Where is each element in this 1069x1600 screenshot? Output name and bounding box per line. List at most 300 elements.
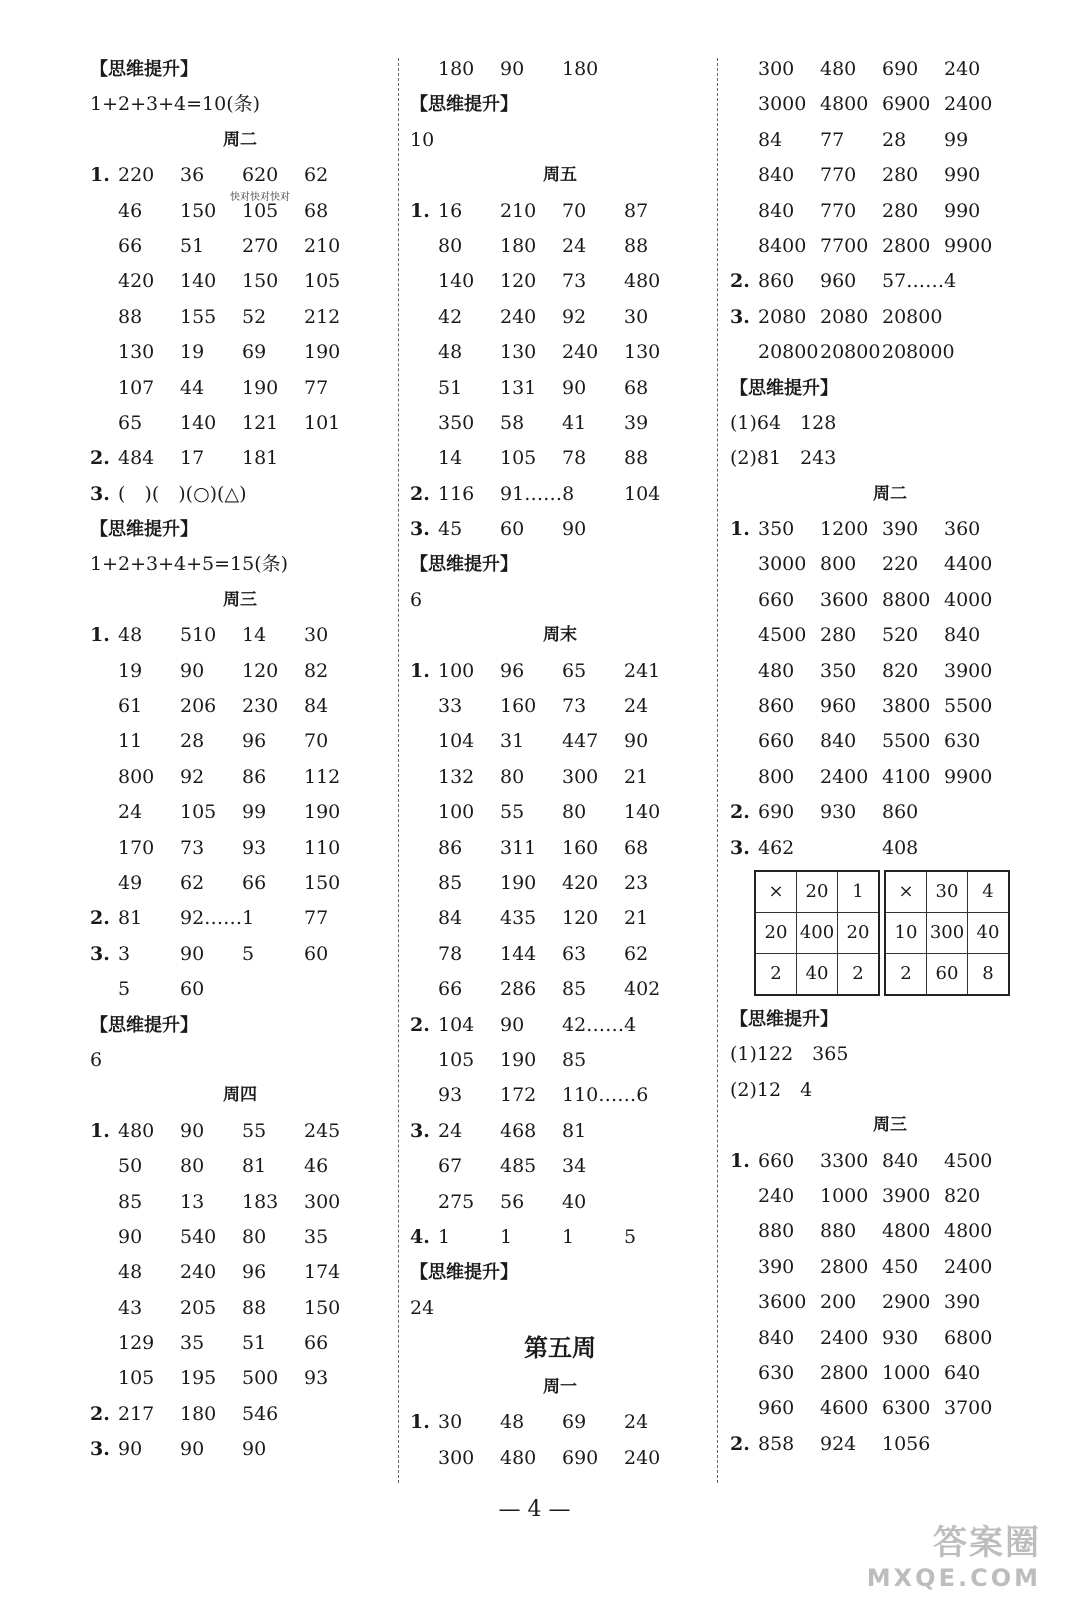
answer-value: 55 (242, 1119, 267, 1142)
answer-value: 3000 (758, 93, 807, 116)
answer-row (90, 441, 390, 476)
answer-row (410, 477, 710, 512)
answer-row (730, 52, 1050, 87)
answer-value: 181 (242, 447, 279, 470)
answer-value: 4400 (944, 553, 993, 576)
answer-row (410, 1114, 710, 1149)
answer-row (730, 1214, 1050, 1249)
answer-value: 2800 (820, 1361, 869, 1384)
answer-row (730, 724, 1050, 759)
answer-value: 86 (242, 765, 267, 788)
answer-value: 484 (118, 447, 155, 470)
answer-value: 860 (758, 695, 795, 718)
answer-value: 56 (500, 1190, 525, 1213)
answer-value: 447 (562, 730, 599, 753)
question-number: 3. (90, 482, 110, 505)
answer-value: 858 (758, 1432, 795, 1455)
grid-cell: 20 (797, 871, 838, 913)
answer-row (730, 1391, 1050, 1426)
answer-value: 820 (882, 659, 919, 682)
answer-row (90, 1220, 390, 1255)
answer-value: 69 (242, 341, 267, 364)
answer-row (410, 795, 710, 830)
answer-value: 2400 (944, 1255, 993, 1278)
answer-value: 660 (758, 588, 795, 611)
answer-value: 65 (562, 659, 587, 682)
answer-value: 770 (820, 164, 857, 187)
answer-row (730, 1285, 1050, 1320)
answer-value: 311 (500, 836, 537, 859)
answer-value: 280 (882, 164, 919, 187)
answer-value: 140 (624, 801, 661, 824)
answer-value: 19 (180, 341, 205, 364)
answer-value: 960 (820, 270, 857, 293)
answer-value: 2800 (882, 234, 931, 257)
day-title: 周三 (873, 1115, 907, 1136)
answer-value: 46 (118, 199, 143, 222)
answer-value: 24 (438, 1119, 463, 1142)
answer-row (730, 760, 1050, 795)
answer-text: (2)12 4 (730, 1078, 813, 1101)
answer-value: 28 (180, 730, 205, 753)
answer-row (90, 795, 390, 830)
answer-value: 6800 (944, 1326, 993, 1349)
section-heading: 【思维提升】 (410, 94, 518, 116)
section-heading: 【思维提升】 (90, 519, 198, 541)
answer-value: 930 (882, 1326, 919, 1349)
answer-row (90, 1432, 390, 1467)
answer-value: 174 (304, 1261, 341, 1284)
answer-value: 39 (624, 411, 649, 434)
answer-value: 62 (624, 942, 649, 965)
section-heading: 【思维提升】 (410, 1262, 518, 1284)
answer-value: 8800 (882, 588, 931, 611)
answer-value: 150 (304, 871, 341, 894)
answer-value: 390 (758, 1255, 795, 1278)
answer-row (410, 724, 710, 759)
grid-cell: 1 (838, 871, 880, 913)
answer-value: 81 (562, 1119, 587, 1142)
answer-value: 85 (562, 1048, 587, 1071)
answer-value: 21 (624, 765, 649, 788)
answer-value: 68 (624, 376, 649, 399)
answer-value: 73 (562, 270, 587, 293)
answer-row (90, 937, 390, 972)
answer-row (90, 158, 390, 204)
answer-value: 69 (562, 1411, 587, 1434)
answer-value: 840 (758, 1326, 795, 1349)
answer-value: 104 (438, 730, 475, 753)
answer-row (730, 547, 1050, 582)
answer-value: 60 (304, 942, 329, 965)
answer-row (410, 1078, 710, 1113)
section-heading: 【思维提升】 (90, 59, 198, 80)
answer-value: 16 (438, 199, 463, 222)
answer-value: 150 (242, 270, 279, 293)
answer-value: 2400 (944, 93, 993, 116)
grid-cell: 10 (885, 912, 927, 953)
answer-value: 960 (820, 695, 857, 718)
question-number: 1. (410, 1411, 430, 1434)
answer-value: 30 (304, 624, 329, 647)
answer-text: (2)81 243 (730, 447, 837, 470)
answer-value: 3600 (758, 1291, 807, 1314)
answer-value: 60 (180, 978, 205, 1001)
answer-row (410, 1405, 710, 1440)
answer-value: 390 (882, 518, 919, 541)
answer-value: 17 (180, 447, 205, 470)
grid-cell: 20 (755, 912, 797, 953)
answer-value: 300 (304, 1190, 341, 1213)
answer-value: 68 (304, 199, 329, 222)
answer-value: 14 (438, 447, 463, 470)
answer-value: 130 (624, 341, 661, 364)
section-heading: 【思维提升】 (730, 1008, 838, 1030)
answer-value: 67 (438, 1155, 463, 1178)
answer-value: 77 (304, 376, 329, 399)
answer-value: 104 (438, 1013, 475, 1036)
answer-value: 90 (500, 58, 525, 80)
answer-value: 620 (242, 164, 279, 187)
answer-value: 190 (304, 341, 341, 364)
answer-value: 924 (820, 1432, 857, 1455)
answer-value: 13 (180, 1190, 205, 1213)
answer-value: 990 (944, 164, 981, 187)
answer-value: 8400 (758, 234, 807, 257)
answer-row (410, 512, 710, 547)
answer-row (90, 866, 390, 901)
answer-row (410, 264, 710, 299)
day-title: 周二 (873, 483, 907, 504)
answer-value: 6900 (882, 93, 931, 116)
answer-value: 105 (242, 199, 279, 222)
answer-value: 630 (758, 1361, 795, 1384)
answer-value: 120 (500, 270, 537, 293)
question-number: 2. (90, 907, 110, 930)
answer-value: 5500 (882, 730, 931, 753)
answer-value: 350 (438, 411, 475, 434)
answer-value: 96 (242, 730, 267, 753)
answer-row (410, 335, 710, 370)
answer-value: 105 (500, 447, 537, 470)
answer-value: 2080 (758, 305, 807, 328)
answer-value: 468 (500, 1119, 537, 1142)
answer-row (410, 371, 710, 406)
answer-value: 240 (180, 1261, 217, 1284)
answer-value: 240 (758, 1184, 795, 1207)
answer-value: 88 (242, 1296, 267, 1319)
answer-value: 49 (118, 871, 143, 894)
answer-value: 4600 (820, 1397, 869, 1420)
answer-value: 46 (304, 1155, 329, 1178)
answer-value: 44 (180, 376, 205, 399)
answer-value: 120 (242, 659, 279, 682)
question-number: 2. (90, 1402, 110, 1425)
answer-value: 5500 (944, 695, 993, 718)
answer-value: 160 (562, 836, 599, 859)
answer-value: 140 (180, 270, 217, 293)
question-number: 2. (90, 447, 110, 470)
answer-text: 24 (410, 1296, 435, 1319)
answer-value: 390 (944, 1291, 981, 1314)
answer-row (730, 512, 1050, 547)
answer-value: 4800 (882, 1220, 931, 1243)
question-number: 2. (730, 270, 750, 293)
answer-row (90, 724, 390, 759)
answer-value: 5 (242, 942, 255, 965)
answer-value: 51 (242, 1332, 267, 1355)
answer-value: 840 (944, 624, 981, 647)
answer-value: 28 (882, 128, 907, 151)
answer-value: 104 (624, 482, 661, 505)
answer-value: 195 (180, 1367, 217, 1390)
answer-value: 90 (118, 1438, 143, 1461)
answer-value: 85 (118, 1190, 143, 1213)
answer-value: 100 (438, 801, 475, 824)
grid-cell: 2 (755, 953, 797, 995)
answer-value: 930 (820, 801, 857, 824)
answer-value: 183 (242, 1190, 279, 1213)
answer-value: 105 (118, 1367, 155, 1390)
section-heading: 【思维提升】 (730, 377, 838, 399)
answer-value: 770 (820, 199, 857, 222)
answer-value: 36 (180, 164, 205, 187)
answer-value: 180 (180, 1402, 217, 1425)
answer-value: 241 (624, 659, 661, 682)
answer-value: 172 (500, 1084, 537, 1107)
answer-value: 140 (180, 411, 217, 434)
answer-row (410, 1008, 710, 1043)
answer-value: 62 (304, 164, 329, 187)
answer-value: 9900 (944, 234, 993, 257)
answer-value: 200 (820, 1291, 857, 1314)
answer-value: 480 (758, 659, 795, 682)
answer-value: 4500 (758, 624, 807, 647)
question-number: 4. (410, 1225, 430, 1248)
answer-value: 420 (118, 270, 155, 293)
answer-value: 2900 (882, 1291, 931, 1314)
answer-row (410, 300, 710, 335)
answer-value: 90 (180, 1119, 205, 1142)
answer-value: 640 (944, 1361, 981, 1384)
answer-value: 155 (180, 305, 217, 328)
answer-value: 86 (438, 836, 463, 859)
answer-value: 270 (242, 234, 279, 257)
answer-value: 190 (304, 801, 341, 824)
answer-row (90, 371, 390, 406)
answer-value: 220 (118, 164, 155, 187)
answer-value: 3300 (820, 1149, 869, 1172)
answer-value: 80 (242, 1225, 267, 1248)
question-number: 1. (90, 624, 110, 647)
answer-value: 208000 (882, 341, 955, 364)
answer-value: 87 (624, 199, 649, 222)
answer-value: 24 (562, 234, 587, 257)
answer-value: 66 (118, 234, 143, 257)
answer-value: 660 (758, 730, 795, 753)
answer-row (410, 52, 710, 87)
answer-value: 110……6 (562, 1084, 649, 1107)
answer-value: 1 (500, 1225, 513, 1248)
answer-value: 840 (758, 199, 795, 222)
answer-value: 24 (624, 695, 649, 718)
day-title: 周二 (223, 129, 257, 150)
answer-value: 546 (242, 1402, 279, 1425)
answer-text: 6 (410, 588, 423, 611)
answer-value: 80 (562, 801, 587, 824)
answer-value: 34 (562, 1155, 587, 1178)
answer-value: 84 (304, 695, 329, 718)
answer-value: 91……8 (500, 482, 575, 505)
answer-value: 485 (500, 1155, 537, 1178)
answer-value: 68 (624, 836, 649, 859)
answer-value: 48 (500, 1411, 525, 1434)
answer-value: 3 (118, 942, 131, 965)
answer-column-middle (410, 52, 710, 1510)
grid-cell: 2 (838, 953, 880, 995)
answer-value: 520 (882, 624, 919, 647)
answer-row (730, 158, 1050, 193)
answer-row (410, 866, 710, 901)
answer-value: 85 (562, 978, 587, 1001)
answer-value: 35 (180, 1332, 205, 1355)
question-number: 3. (90, 1438, 110, 1461)
answer-value: 220 (882, 553, 919, 576)
answer-value: 800 (758, 765, 795, 788)
answer-value: 11 (118, 730, 143, 753)
answer-value: 402 (624, 978, 661, 1001)
answer-value: 99 (242, 801, 267, 824)
answer-row (730, 335, 1050, 370)
answer-value: 80 (438, 234, 463, 257)
answer-value: 20800 (758, 341, 819, 364)
answer-row (730, 1427, 1050, 1462)
answer-value: 480 (624, 270, 661, 293)
answer-value: 90 (624, 730, 649, 753)
answer-row (730, 618, 1050, 653)
answer-value: 105 (304, 270, 341, 293)
answer-value: 408 (882, 836, 919, 859)
answer-text: (1)122 365 (730, 1043, 849, 1066)
question-number: 3. (730, 305, 750, 328)
answer-value: 300 (562, 765, 599, 788)
answer-value: 101 (304, 411, 341, 434)
answer-value: 24 (118, 801, 143, 824)
question-number: 3. (730, 836, 750, 859)
answer-row (90, 831, 390, 866)
grid-cell: 20 (838, 912, 880, 953)
answer-value: 93 (304, 1367, 329, 1390)
answer-value: 129 (118, 1332, 155, 1355)
answer-value: 690 (562, 1446, 599, 1469)
answer-value: 99 (944, 128, 969, 151)
answer-value: 190 (500, 871, 537, 894)
question-number: 1. (410, 659, 430, 682)
answer-row (410, 1149, 710, 1184)
answer-value: 20800 (882, 305, 943, 328)
answer-value: 210 (500, 199, 537, 222)
answer-value: 45 (438, 518, 463, 541)
answer-value: 88 (118, 305, 143, 328)
answer-value: 1056 (882, 1432, 931, 1455)
answer-value: 78 (562, 447, 587, 470)
answer-value: 860 (882, 801, 919, 824)
answer-value: 140 (438, 270, 475, 293)
answer-row (90, 1149, 390, 1184)
answer-value: 840 (758, 164, 795, 187)
answer-text: 6 (90, 1048, 103, 1071)
answer-value: 70 (562, 199, 587, 222)
answer-value: 81 (118, 907, 143, 930)
answer-value: 144 (500, 942, 537, 965)
answer-value: 65 (118, 411, 143, 434)
answer-value: 130 (500, 341, 537, 364)
question-number: 1. (410, 199, 430, 222)
answer-value: 510 (180, 624, 217, 647)
answer-value: 92 (180, 765, 205, 788)
answer-value: 93 (438, 1084, 463, 1107)
grid-cell: 300 (927, 912, 968, 953)
watermark-logo (867, 1515, 1041, 1592)
answer-row (90, 1397, 390, 1432)
answer-value: 105 (438, 1048, 475, 1071)
answer-value: 240 (944, 58, 981, 80)
answer-value: 21 (624, 907, 649, 930)
answer-value: 180 (500, 234, 537, 257)
answer-row (90, 477, 390, 512)
answer-value: 112 (304, 765, 341, 788)
answer-value: 51 (180, 234, 205, 257)
question-number: 3. (410, 1119, 430, 1142)
answer-value: 820 (944, 1184, 981, 1207)
multiplication-tables (754, 870, 1050, 996)
answer-value: 170 (118, 836, 155, 859)
answer-value: 4800 (944, 1220, 993, 1243)
answer-row (730, 689, 1050, 724)
answer-row (90, 194, 390, 229)
answer-value: 1000 (820, 1184, 869, 1207)
answer-row (410, 1185, 710, 1220)
question-number: 1. (90, 164, 110, 187)
answer-row (730, 194, 1050, 229)
answer-value: 3800 (882, 695, 931, 718)
answer-row (410, 972, 710, 1007)
multiplication-grid (884, 870, 1010, 996)
answer-value: 92 (562, 305, 587, 328)
answer-row (730, 300, 1050, 335)
answer-row (410, 937, 710, 972)
answer-value: 90 (500, 1013, 525, 1036)
day-title: 周三 (223, 589, 257, 610)
answer-row (90, 760, 390, 795)
answer-value: 105 (180, 801, 217, 824)
day-title: 周五 (543, 165, 577, 186)
answer-row (90, 264, 390, 299)
answer-value: 66 (304, 1332, 329, 1355)
answer-value: 48 (438, 341, 463, 364)
answer-value: 275 (438, 1190, 475, 1213)
answer-value: 4800 (820, 93, 869, 116)
answer-row (410, 760, 710, 795)
grid-cell: 40 (797, 953, 838, 995)
answer-value: 690 (882, 58, 919, 80)
answer-value: 107 (118, 376, 155, 399)
answer-value: 230 (242, 695, 279, 718)
answer-value: 110 (304, 836, 341, 859)
answer-row (90, 1114, 390, 1149)
answer-value: 66 (438, 978, 463, 1001)
answer-value: 205 (180, 1296, 217, 1319)
